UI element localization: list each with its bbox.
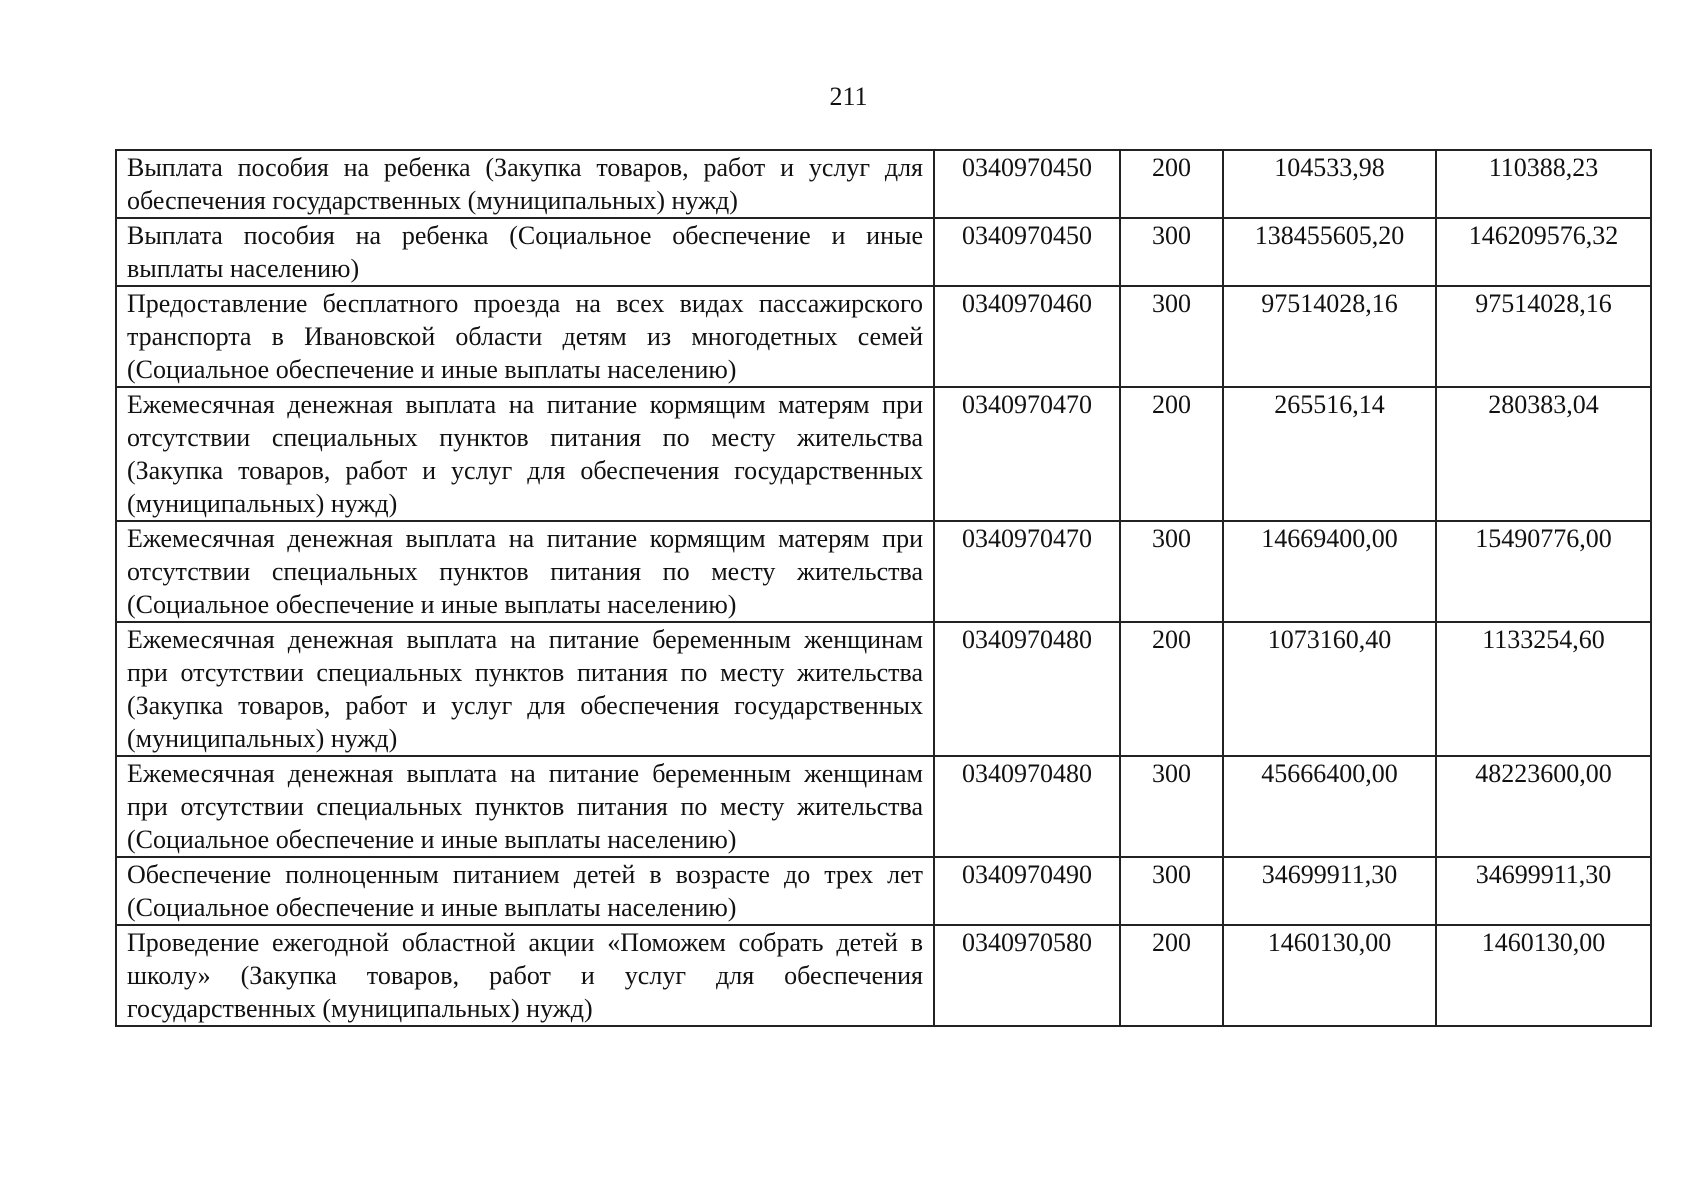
row-expense-type: 300: [1120, 218, 1223, 286]
row-amount-1: 1073160,40: [1223, 622, 1436, 756]
table-row: [116, 150, 1651, 218]
row-target-code: 0340970450: [934, 218, 1120, 286]
row-target-code: 0340970450: [934, 150, 1120, 218]
row-description: Ежемесячная денежная выплата на питание беременным женщинам при отсутствии специальных пунктов питания по месту жительства (Закупка товаров, работ и услуг для обеспечения государственных (муниципальных) нужд): [116, 622, 934, 756]
row-description: Проведение ежегодной областной акции «Поможем собрать детей в школу» (Закупка товаров, работ и услуг для обеспечения государственных (муниципальных) нужд): [116, 925, 934, 1026]
row-amount-1: 34699911,30: [1223, 857, 1436, 925]
row-amount-1: 14669400,00: [1223, 521, 1436, 622]
row-description: Ежемесячная денежная выплата на питание беременным женщинам при отсутствии специальных пунктов питания по месту жительства (Социальное обеспечение и иные выплаты населению): [116, 756, 934, 857]
row-expense-type: 300: [1120, 756, 1223, 857]
row-expense-type: 200: [1120, 925, 1223, 1026]
budget-table: [115, 149, 1652, 1027]
row-target-code: 0340970490: [934, 857, 1120, 925]
row-expense-type: 300: [1120, 286, 1223, 387]
table-row: [116, 521, 1651, 622]
row-amount-1: 97514028,16: [1223, 286, 1436, 387]
table-row: [116, 286, 1651, 387]
row-amount-2: 110388,23: [1436, 150, 1651, 218]
row-target-code: 0340970480: [934, 756, 1120, 857]
row-target-code: 0340970480: [934, 622, 1120, 756]
row-target-code: 0340970580: [934, 925, 1120, 1026]
row-amount-2: 34699911,30: [1436, 857, 1651, 925]
row-amount-2: 146209576,32: [1436, 218, 1651, 286]
row-amount-1: 265516,14: [1223, 387, 1436, 521]
row-amount-2: 97514028,16: [1436, 286, 1651, 387]
row-amount-2: 280383,04: [1436, 387, 1651, 521]
row-amount-2: 48223600,00: [1436, 756, 1651, 857]
row-expense-type: 200: [1120, 150, 1223, 218]
table-row: [116, 756, 1651, 857]
table-row: [116, 925, 1651, 1026]
row-target-code: 0340970470: [934, 521, 1120, 622]
row-target-code: 0340970470: [934, 387, 1120, 521]
row-description: Предоставление бесплатного проезда на всех видах пассажирского транспорта в Ивановской области детям из многодетных семей (Социальное обеспечение и иные выплаты населению): [116, 286, 934, 387]
row-expense-type: 200: [1120, 622, 1223, 756]
row-description: Обеспечение полноценным питанием детей в возрасте до трех лет (Социальное обеспечение и иные выплаты населению): [116, 857, 934, 925]
row-amount-1: 45666400,00: [1223, 756, 1436, 857]
row-expense-type: 200: [1120, 387, 1223, 521]
table-row: [116, 218, 1651, 286]
row-description: Выплата пособия на ребенка (Закупка товаров, работ и услуг для обеспечения государственных (муниципальных) нужд): [116, 150, 934, 218]
row-target-code: 0340970460: [934, 286, 1120, 387]
row-amount-2: 1133254,60: [1436, 622, 1651, 756]
row-amount-2: 1460130,00: [1436, 925, 1651, 1026]
row-amount-1: 104533,98: [1223, 150, 1436, 218]
table-row: [116, 622, 1651, 756]
row-description: Ежемесячная денежная выплата на питание кормящим матерям при отсутствии специальных пунктов питания по месту жительства (Социальное обеспечение и иные выплаты населению): [116, 521, 934, 622]
row-description: Выплата пособия на ребенка (Социальное обеспечение и иные выплаты населению): [116, 218, 934, 286]
row-amount-2: 15490776,00: [1436, 521, 1651, 622]
row-amount-1: 138455605,20: [1223, 218, 1436, 286]
row-expense-type: 300: [1120, 857, 1223, 925]
row-amount-1: 1460130,00: [1223, 925, 1436, 1026]
table-row: [116, 857, 1651, 925]
row-expense-type: 300: [1120, 521, 1223, 622]
table-row: [116, 387, 1651, 521]
page-number: 211: [829, 82, 868, 111]
row-description: Ежемесячная денежная выплата на питание кормящим матерям при отсутствии специальных пунктов питания по месту жительства (Закупка товаров, работ и услуг для обеспечения государственных (муниципальных) нужд): [116, 387, 934, 521]
